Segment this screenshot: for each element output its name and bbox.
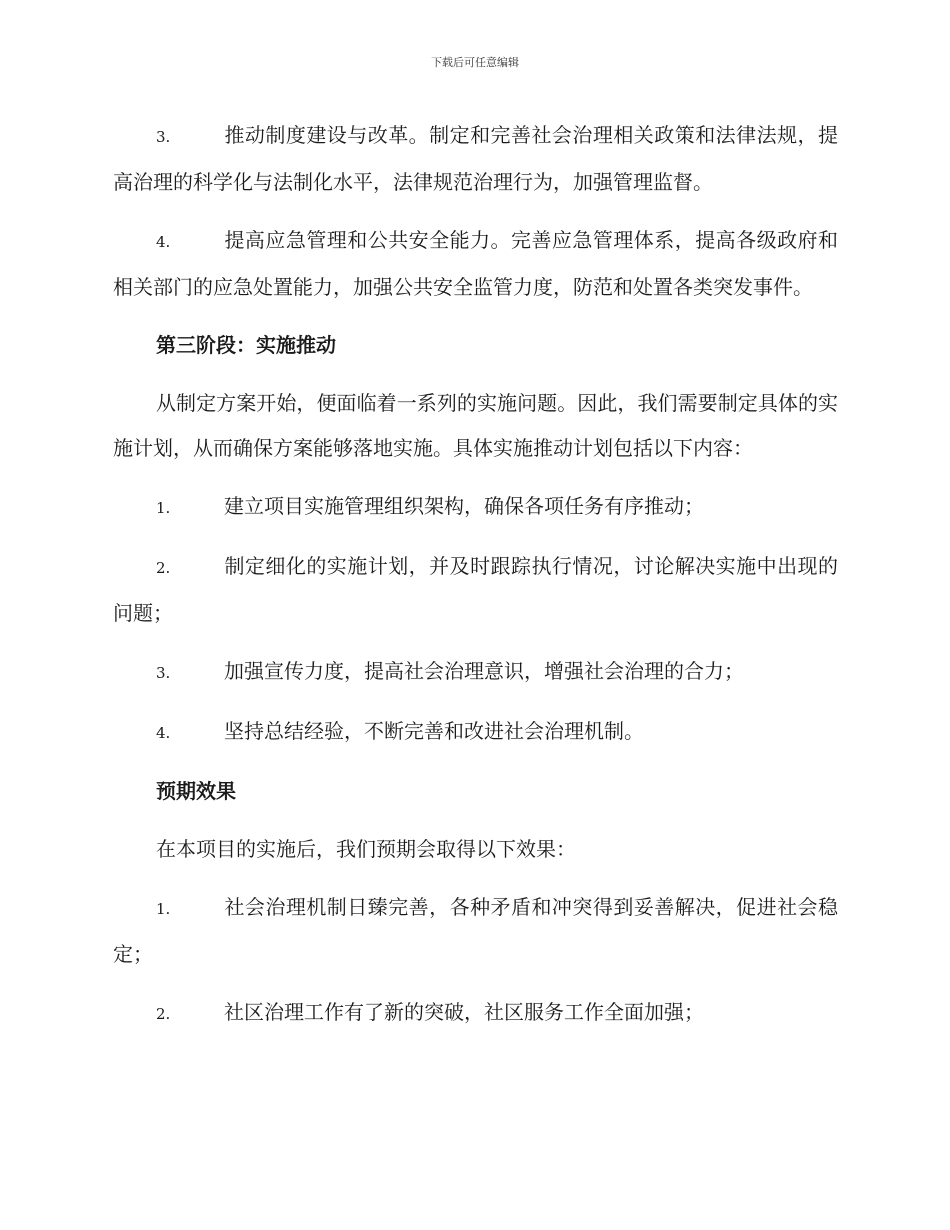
list-item bbox=[113, 218, 838, 310]
effects-intro-paragraph: 在本项目的实施后，我们预期会取得以下效果： bbox=[156, 837, 576, 861]
list-number: 2. bbox=[156, 1005, 171, 1023]
list-item-text: 推动制度建设与改革。制定和完善社会治理相关政策和法律法规，提高治理的科学化与法制化水平，法律规范治理行为，加强管理监督。 bbox=[113, 123, 838, 194]
list-number: 3. bbox=[156, 128, 171, 146]
document-body bbox=[113, 113, 838, 1050]
list-item bbox=[113, 649, 838, 696]
list-item-text: 社区治理工作有了新的突破，社区服务工作全面加强； bbox=[224, 1000, 704, 1024]
list-item-text: 制定细化的实施计划，并及时跟踪执行情况，讨论解决实施中出现的问题； bbox=[113, 554, 838, 625]
list-item bbox=[113, 709, 838, 756]
list-item bbox=[113, 484, 838, 531]
phase3-intro-paragraph: 从制定方案开始，便面临着一系列的实施问题。因此，我们需要制定具体的实施计划，从而确保方案能够落地实施。具体实施推动计划包括以下内容： bbox=[113, 391, 838, 460]
section-heading-effects: 预期效果 bbox=[156, 779, 236, 803]
list-item bbox=[113, 113, 838, 205]
list-item-text: 提高应急管理和公共安全能力。完善应急管理体系，提高各级政府和相关部门的应急处置能力，加强公共安全监管力度，防范和处置各类突发事件。 bbox=[113, 228, 838, 299]
list-item-text: 坚持总结经验，不断完善和改进社会治理机制。 bbox=[224, 719, 644, 743]
list-item-text: 加强宣传力度，提高社会治理意识，增强社会治理的合力； bbox=[224, 659, 744, 683]
list-number: 3. bbox=[156, 664, 171, 682]
list-number: 1. bbox=[156, 900, 171, 918]
list-item bbox=[113, 544, 838, 636]
list-number: 4. bbox=[156, 233, 171, 251]
page-header: 下载后可任意编辑 bbox=[431, 56, 519, 69]
list-number: 1. bbox=[156, 499, 171, 517]
list-item-text: 社会治理机制日臻完善，各种矛盾和冲突得到妥善解决，促进社会稳定； bbox=[113, 895, 838, 966]
list-number: 4. bbox=[156, 724, 171, 742]
section-heading-phase3: 第三阶段：实施推动 bbox=[156, 333, 336, 357]
list-item bbox=[113, 990, 838, 1037]
list-item-text: 建立项目实施管理组织架构，确保各项任务有序推动； bbox=[224, 494, 704, 518]
list-item bbox=[113, 885, 838, 977]
list-number: 2. bbox=[156, 559, 171, 577]
